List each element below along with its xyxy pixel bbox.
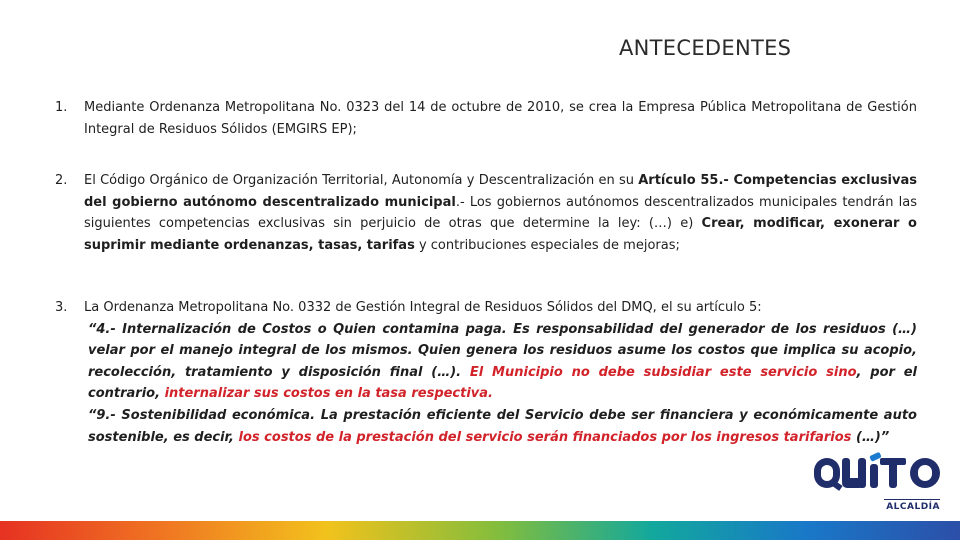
- quote-article-4: [88, 319, 917, 405]
- text-segment: El Código Orgánico de Organización Territorial, Autonomía y Descentralización en su: [84, 173, 639, 188]
- list-item-1: [55, 97, 917, 140]
- highlight-text: internalizar sus costos en la tasa respectiva.: [164, 386, 493, 402]
- item-number: 3.: [55, 300, 68, 315]
- highlight-text: los costos de la prestación del servicio serán financiados por los ingresos tarifarios: [238, 429, 852, 445]
- item-text: Mediante Ordenanza Metropolitana No. 0323 del 14 de octubre de 2010, se crea la Empresa Pública Metropolitana de Gestión Integral de Residuos Sólidos (EMGIRS EP);: [84, 100, 917, 137]
- logo-subtitle: ALCALDÍA: [886, 502, 940, 512]
- logo-divider: [884, 499, 940, 500]
- text-segment: y contribuciones especiales de mejoras;: [414, 237, 680, 253]
- quote-text: (…)”: [851, 429, 890, 445]
- list-item-3: [55, 297, 917, 448]
- quote-article-9: [88, 405, 917, 448]
- item-text: [84, 170, 917, 256]
- bold-clause: Crear, modificar, exonerar o suprimir mediante ordenanzas, tasas, tarifas: [84, 216, 917, 253]
- list-item-2: [55, 170, 917, 256]
- item-number: 2.: [55, 173, 68, 188]
- quote-text: “4.- Internalización de Costos o Quien contamina paga. Es responsabilidad del generador de los residuos (…) velar por el manejo integral de los mismos. Quien genera los residuos asume los costos que implica su acopio, recolección, tratamiento y disposición final (…).: [88, 321, 917, 380]
- item-text: [84, 297, 917, 448]
- item-intro: La Ordenanza Metropolitana No. 0332 de Gestión Integral de Residuos Sólidos del DMQ, el su artículo 5:: [84, 300, 762, 315]
- item-number: 1.: [55, 100, 68, 115]
- text-segment: .- Los gobiernos autónomos descentralizados municipales tendrán las siguientes competencias exclusivas sin perjuicio de otras que determine la ley: (…) e): [84, 194, 917, 232]
- quito-wordmark-icon: [812, 452, 944, 498]
- color-stripe-footer: [0, 521, 960, 540]
- quote-text: “9.- Sostenibilidad económica. La prestación eficiente del Servicio debe ser financiera y económicamente auto sostenible, es decir,: [88, 407, 917, 445]
- highlight-text: El Municipio no debe subsidiar este servicio sino: [469, 364, 857, 380]
- article-heading: Artículo 55.- Competencias exclusivas del gobierno autónomo descentralizado municipal: [84, 173, 917, 210]
- quito-logo: [812, 452, 944, 520]
- quote-text: , por el contrario,: [88, 364, 917, 402]
- slide-title: ANTECEDENTES: [619, 36, 792, 60]
